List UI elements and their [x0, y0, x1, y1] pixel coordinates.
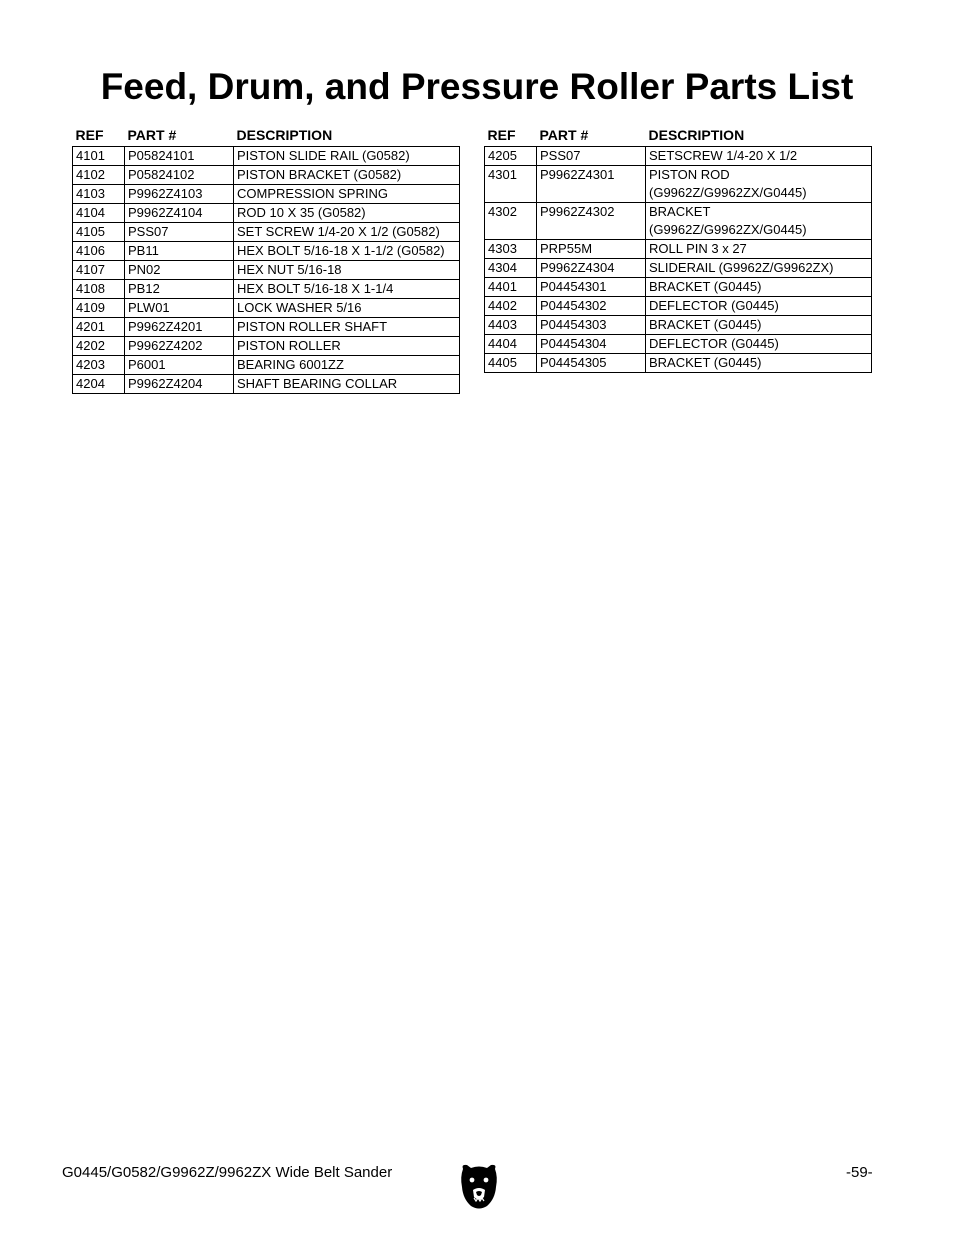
- page-number: -59-: [846, 1164, 873, 1181]
- ref-column-header: REF: [487, 127, 516, 143]
- part-number-cell: PRP55M: [537, 240, 646, 259]
- ref-cell: 4203: [73, 356, 125, 375]
- table-row: [73, 242, 460, 261]
- table-row: [73, 261, 460, 280]
- part-number-cell: PSS07: [537, 147, 646, 166]
- ref-cell: 4105: [73, 223, 125, 242]
- description-cell: BRACKET (G0445): [646, 316, 872, 335]
- description-cell: PISTON ROLLER SHAFT: [234, 318, 460, 337]
- description-cell: ROLL PIN 3 x 27: [646, 240, 872, 259]
- part-number-cell: P9962Z4201: [125, 318, 234, 337]
- ref-cell: 4104: [73, 204, 125, 223]
- ref-cell: 4102: [73, 166, 125, 185]
- table-row: [73, 147, 460, 166]
- part-number-cell: PSS07: [125, 223, 234, 242]
- description-column-header: DESCRIPTION: [648, 127, 745, 143]
- description-cell: PISTON SLIDE RAIL (G0582): [234, 147, 460, 166]
- ref-cell: 4403: [485, 316, 537, 335]
- parts-table-left: [72, 124, 460, 394]
- part-number-cell: P04454301: [537, 278, 646, 297]
- part-number-cell: P9962Z4103: [125, 185, 234, 204]
- description-cell: DEFLECTOR (G0445): [646, 297, 872, 316]
- description-cell: SET SCREW 1/4-20 X 1/2 (G0582): [234, 223, 460, 242]
- description-cell: COMPRESSION SPRING: [234, 185, 460, 204]
- table-row: [73, 166, 460, 185]
- table-row: [485, 316, 872, 335]
- description-cell: ROD 10 X 35 (G0582): [234, 204, 460, 223]
- description-cell: HEX BOLT 5/16-18 X 1-1/4: [234, 280, 460, 299]
- description-column-header: DESCRIPTION: [236, 127, 333, 143]
- part-number-cell: P9962Z4302: [537, 203, 646, 240]
- manual-title: G0445/G0582/G9962Z/9962ZX Wide Belt Sander: [62, 1164, 393, 1181]
- table-row: [73, 204, 460, 223]
- part-number-cell: PB11: [125, 242, 234, 261]
- table-row: [73, 356, 460, 375]
- table-row: [485, 166, 872, 203]
- table-row: [485, 147, 872, 166]
- ref-cell: 4401: [485, 278, 537, 297]
- ref-cell: 4107: [73, 261, 125, 280]
- table-row: [485, 278, 872, 297]
- part-number-cell: P9962Z4204: [125, 375, 234, 394]
- ref-cell: 4205: [485, 147, 537, 166]
- table-row: [73, 185, 460, 204]
- ref-cell: 4108: [73, 280, 125, 299]
- part-number-cell: PB12: [125, 280, 234, 299]
- description-cell: BEARING 6001ZZ: [234, 356, 460, 375]
- part-number-cell: P9962Z4301: [537, 166, 646, 203]
- part-number-cell: P9962Z4304: [537, 259, 646, 278]
- table-row: [485, 259, 872, 278]
- page-title: Feed, Drum, and Pressure Roller Parts List: [100, 66, 854, 107]
- description-cell: BRACKET (G9962Z/G9962ZX/G0445): [646, 203, 872, 240]
- ref-cell: 4302: [485, 203, 537, 240]
- table-row: [73, 223, 460, 242]
- bear-head-icon: [459, 1163, 499, 1211]
- parts-table-right: [484, 124, 872, 373]
- table-row: [485, 240, 872, 259]
- table-header-row: [485, 124, 872, 147]
- ref-cell: 4402: [485, 297, 537, 316]
- table-row: [485, 203, 872, 240]
- ref-cell: 4303: [485, 240, 537, 259]
- table-row: [73, 337, 460, 356]
- table-row: [485, 354, 872, 373]
- part-number-cell: P04454302: [537, 297, 646, 316]
- part-number-cell: PLW01: [125, 299, 234, 318]
- part-column-header: PART #: [127, 127, 177, 143]
- ref-column-header: REF: [75, 127, 104, 143]
- ref-cell: 4106: [73, 242, 125, 261]
- table-row: [73, 318, 460, 337]
- part-number-cell: P05824102: [125, 166, 234, 185]
- ref-cell: 4404: [485, 335, 537, 354]
- part-number-cell: P9962Z4202: [125, 337, 234, 356]
- ref-cell: 4103: [73, 185, 125, 204]
- description-cell: HEX NUT 5/16-18: [234, 261, 460, 280]
- description-cell: PISTON ROD (G9962Z/G9962ZX/G0445): [646, 166, 872, 203]
- ref-cell: 4109: [73, 299, 125, 318]
- description-cell: BRACKET (G0445): [646, 354, 872, 373]
- part-number-cell: PN02: [125, 261, 234, 280]
- ref-cell: 4201: [73, 318, 125, 337]
- part-number-cell: P6001: [125, 356, 234, 375]
- description-cell: LOCK WASHER 5/16: [234, 299, 460, 318]
- description-cell: SLIDERAIL (G9962Z/G9962ZX): [646, 259, 872, 278]
- ref-cell: 4405: [485, 354, 537, 373]
- part-number-cell: P04454303: [537, 316, 646, 335]
- description-cell: SETSCREW 1/4-20 X 1/2: [646, 147, 872, 166]
- part-column-header: PART #: [539, 127, 589, 143]
- table-row: [73, 375, 460, 394]
- part-number-cell: P05824101: [125, 147, 234, 166]
- part-number-cell: P04454304: [537, 335, 646, 354]
- ref-cell: 4204: [73, 375, 125, 394]
- ref-cell: 4101: [73, 147, 125, 166]
- description-cell: PISTON BRACKET (G0582): [234, 166, 460, 185]
- description-cell: PISTON ROLLER: [234, 337, 460, 356]
- part-number-cell: P9962Z4104: [125, 204, 234, 223]
- part-number-cell: P04454305: [537, 354, 646, 373]
- table-row: [73, 299, 460, 318]
- ref-cell: 4304: [485, 259, 537, 278]
- ref-cell: 4301: [485, 166, 537, 203]
- table-row: [485, 335, 872, 354]
- description-cell: DEFLECTOR (G0445): [646, 335, 872, 354]
- table-row: [73, 280, 460, 299]
- description-cell: SHAFT BEARING COLLAR: [234, 375, 460, 394]
- table-header-row: [73, 124, 460, 147]
- description-cell: BRACKET (G0445): [646, 278, 872, 297]
- ref-cell: 4202: [73, 337, 125, 356]
- description-cell: HEX BOLT 5/16-18 X 1-1/2 (G0582): [234, 242, 460, 261]
- table-row: [485, 297, 872, 316]
